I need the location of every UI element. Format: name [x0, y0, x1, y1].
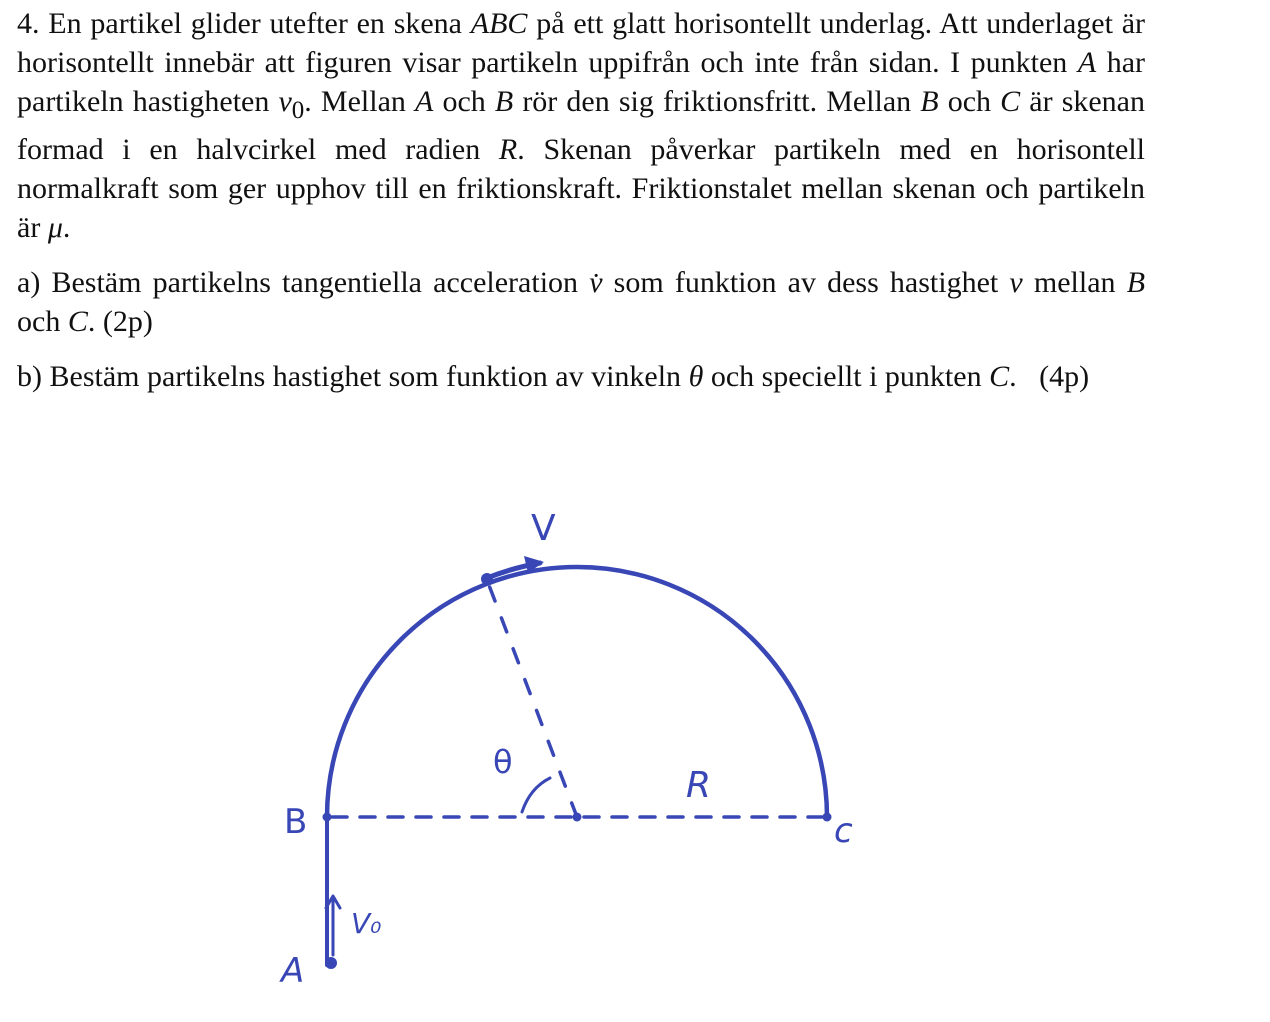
radius-symbol: R — [498, 133, 518, 166]
center-dot — [573, 813, 582, 822]
point-c-dot — [823, 813, 832, 822]
radius-dashed-line — [487, 580, 577, 817]
points-a: (2p) — [102, 305, 153, 338]
problem-intro: 4. En partikel glider utefter en skena ABC på ett glatt horisontellt underlag. Att underlaget är horisontellt innebär att figuren visar partikeln uppifrån och inte från sidan. I punkten A har partikeln hastigheten $v_0$. Mellan A och B rör den sig friktionsfritt. Mellan B och C är skenan formad i en halvcirkel med radien R. Skenan påverkar partikeln med en horisontell normalkraft som ger upphov till en friktionskraft. Friktionstalet mellan skenan och partikeln är μ. — [17, 7, 1146, 244]
point-a-dot — [325, 957, 337, 969]
track-name: ABC — [470, 7, 528, 40]
problem-number: 4. — [17, 7, 40, 40]
semicircle-track-bc — [327, 567, 827, 817]
label-theta: θ — [493, 743, 513, 781]
label-r: R — [686, 765, 712, 806]
theta-angle-arc — [522, 778, 550, 812]
label-v0: V₀ — [351, 907, 382, 940]
vdot-symbol: v̇ — [589, 266, 603, 299]
v0-symbol: v — [278, 85, 292, 118]
label-b: B — [284, 802, 308, 842]
particle-dot — [481, 573, 493, 585]
theta-symbol: θ — [688, 360, 704, 393]
part-b: b) Bestäm partikelns hastighet som funktion av vinkeln θ och speciellt i punkten C. (4p) — [17, 360, 1090, 393]
mu-symbol: μ — [47, 211, 63, 244]
label-c: c — [834, 811, 853, 851]
label-a: A — [281, 951, 305, 991]
part-a: a) Bestäm partikelns tangentiella acceleration v̇ som funktion av dess hastighet v mellan B och C. (2p) — [17, 266, 1146, 338]
points-b: (4p) — [1039, 360, 1090, 393]
point-b-dot — [323, 813, 332, 822]
label-v: V — [531, 508, 556, 549]
